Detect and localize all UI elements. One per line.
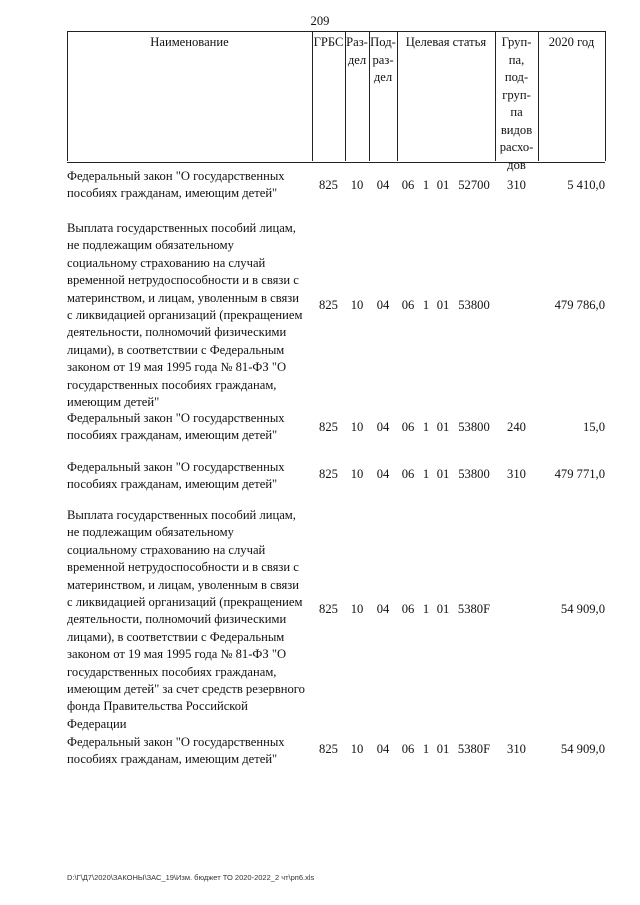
header-group-line: груп- — [502, 87, 531, 102]
cell-target-event: 01 — [436, 467, 450, 481]
page-number: 209 — [310, 14, 330, 28]
header-grbs: ГРБС — [313, 35, 344, 49]
header-group — [495, 31, 538, 172]
row-name-line: пособиях гражданам, имеющим детей" — [67, 752, 278, 767]
cell-target-subprogram: 1 — [422, 467, 430, 481]
row-name-line: имеющим детей" — [67, 395, 160, 410]
cell-amount: 479 771,0 — [554, 467, 605, 481]
cell-target-event: 01 — [436, 298, 450, 312]
cell-grbs: 825 — [319, 467, 338, 481]
row-name — [67, 734, 317, 769]
row-name-line: имеющим детей" за счет средств резервного — [67, 682, 305, 697]
row-name-line: временной нетрудоспособности и в связи с — [67, 273, 299, 288]
row-name-line: Федеральный закон "О государственных — [67, 735, 285, 749]
row-name — [67, 168, 317, 203]
row-name-line: пособиях гражданам, имеющим детей" — [67, 186, 278, 201]
row-name-line: с ликвидацией организаций (прекращением — [67, 308, 303, 323]
cell-target-program: 06 — [401, 420, 415, 434]
cell-razdel: 10 — [350, 420, 364, 434]
header-podrazdel — [369, 31, 397, 161]
row-name — [67, 220, 317, 411]
cell-target-program: 06 — [401, 602, 415, 616]
row-name-line: деятельности, полномочий физическими — [67, 612, 287, 627]
row-name-line: Выплата государственных пособий лицам, — [67, 508, 296, 522]
header-group-line: па — [510, 105, 523, 119]
cell-group: 310 — [507, 178, 526, 192]
cell-target-code: 52700 — [458, 178, 490, 192]
cell-amount: 54 909,0 — [560, 742, 605, 756]
header-name: Наименование — [150, 35, 229, 49]
file-path-footer: D:\Г\Д7\2020\ЗАКОНЫ\ЗАС_19\Изм. бюджет ТО 2020-2022_2 чт\рп6.xls — [67, 873, 315, 882]
header-podrazdel-line: Под- — [370, 35, 396, 49]
row-name-line: социальному страхованию на случай — [67, 542, 266, 557]
cell-target-code: 5380F — [457, 742, 491, 756]
row-name-line: Федеральный закон "О государственных — [67, 411, 285, 425]
cell-razdel: 10 — [350, 742, 364, 756]
header-group-line: под- — [504, 70, 529, 84]
row-name-line: законом от 19 мая 1995 года № 81-ФЗ "О — [67, 360, 287, 375]
cell-target-code: 53800 — [458, 467, 490, 481]
cell-target-code: 53800 — [458, 298, 490, 312]
row-name-line: материнством, и лицам, уволенным в связи — [67, 290, 299, 305]
cell-grbs: 825 — [319, 742, 338, 756]
header-year: 2020 год — [548, 35, 595, 49]
header-target: Целевая статья — [405, 35, 487, 49]
cell-target-program: 06 — [401, 742, 415, 756]
row-name-line: государственных пособиях гражданам, — [67, 377, 277, 392]
header-razdel-line: Раз- — [346, 35, 368, 49]
row-name — [67, 507, 317, 733]
cell-podrazdel: 04 — [376, 420, 390, 434]
cell-podrazdel: 04 — [376, 602, 390, 616]
cell-amount: 5 410,0 — [567, 178, 605, 192]
row-name-line: Федерации — [67, 716, 127, 731]
header-right-border — [605, 31, 606, 161]
row-name-line: временной нетрудоспособности и в связи с — [67, 560, 299, 575]
row-name — [67, 459, 317, 494]
row-name-line: Выплата государственных пособий лицам, — [67, 221, 296, 235]
cell-podrazdel: 04 — [376, 467, 390, 481]
cell-amount: 479 786,0 — [554, 298, 605, 312]
row-name-line: лицами), в соответствии с Федеральным — [67, 342, 285, 357]
cell-grbs: 825 — [319, 602, 338, 616]
cell-target-program: 06 — [401, 467, 415, 481]
cell-target-event: 01 — [436, 742, 450, 756]
row-name-line: фонда Правительства Российской — [67, 699, 248, 714]
cell-target-event: 01 — [436, 178, 450, 192]
row-name-line: пособиях гражданам, имеющим детей" — [67, 477, 278, 492]
cell-podrazdel: 04 — [376, 298, 390, 312]
cell-group: 310 — [507, 742, 526, 756]
header-razdel-line: дел — [347, 52, 367, 67]
cell-group: 240 — [507, 420, 526, 434]
row-name-line: Федеральный закон "О государственных — [67, 460, 285, 474]
cell-grbs: 825 — [319, 298, 338, 312]
row-name-line: Федеральный закон "О государственных — [67, 169, 285, 183]
row-name — [67, 410, 317, 445]
header-podrazdel-line: дел — [373, 70, 393, 84]
row-name-line: законом от 19 мая 1995 года № 81-ФЗ "О — [67, 647, 287, 662]
row-name-line: не подлежащим обязательному — [67, 525, 234, 540]
cell-target-subprogram: 1 — [422, 298, 430, 312]
cell-razdel: 10 — [350, 467, 364, 481]
header-podrazdel-line: раз- — [372, 52, 394, 67]
row-name-line: социальному страхованию на случай — [67, 255, 266, 270]
header-group-line: па, — [508, 52, 525, 67]
cell-target-subprogram: 1 — [422, 178, 430, 192]
cell-target-code: 5380F — [457, 602, 491, 616]
cell-target-event: 01 — [436, 420, 450, 434]
cell-amount: 15,0 — [582, 420, 605, 434]
cell-target-program: 06 — [401, 178, 415, 192]
row-name-line: деятельности, полномочий физическими — [67, 325, 287, 340]
row-name-line: не подлежащим обязательному — [67, 238, 234, 253]
cell-razdel: 10 — [350, 602, 364, 616]
row-name-line: лицами), в соответствии с Федеральным — [67, 629, 285, 644]
header-group-line: видов — [500, 122, 533, 137]
cell-target-subprogram: 1 — [422, 420, 430, 434]
row-name-line: с ликвидацией организаций (прекращением — [67, 595, 303, 610]
cell-podrazdel: 04 — [376, 178, 390, 192]
header-group-line: дов — [507, 157, 526, 172]
cell-razdel: 10 — [350, 298, 364, 312]
row-name-line: материнством, и лицам, уволенным в связи — [67, 577, 299, 592]
row-name-line: государственных пособиях гражданам, — [67, 664, 277, 679]
cell-razdel: 10 — [350, 178, 364, 192]
cell-target-subprogram: 1 — [422, 602, 430, 616]
header-group-line: Груп- — [501, 35, 532, 49]
header-razdel — [345, 31, 369, 161]
cell-target-event: 01 — [436, 602, 450, 616]
cell-grbs: 825 — [319, 178, 338, 192]
cell-amount: 54 909,0 — [560, 602, 605, 616]
cell-target-program: 06 — [401, 298, 415, 312]
cell-target-subprogram: 1 — [422, 742, 430, 756]
cell-podrazdel: 04 — [376, 742, 390, 756]
row-name-line: пособиях гражданам, имеющим детей" — [67, 428, 278, 443]
header-group-line: расхо- — [499, 140, 534, 154]
cell-group: 310 — [507, 467, 526, 481]
cell-grbs: 825 — [319, 420, 338, 434]
cell-target-code: 53800 — [458, 420, 490, 434]
